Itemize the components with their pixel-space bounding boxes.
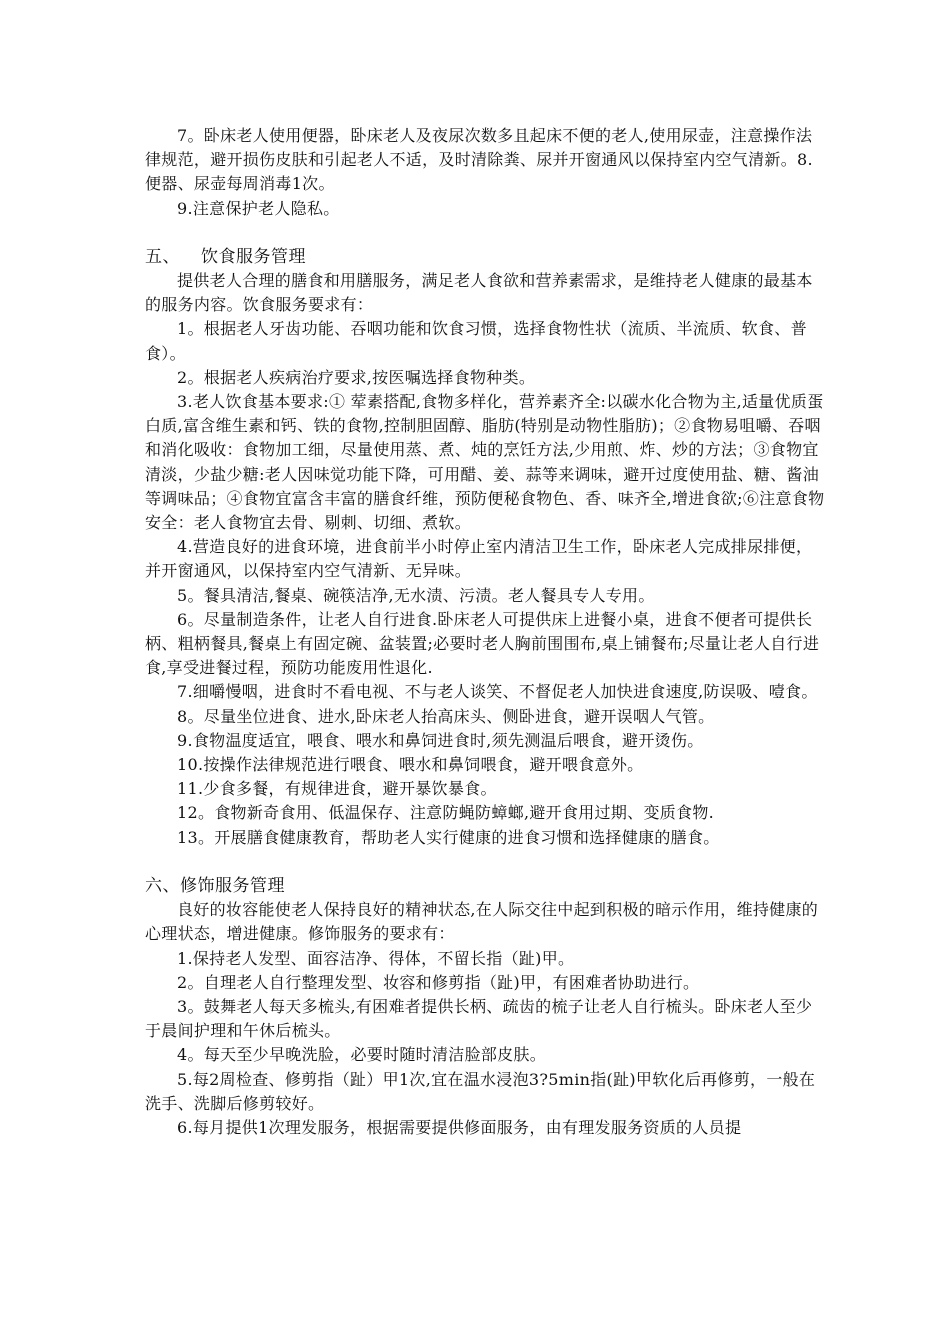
list-item: 12。食物新奇食用、低温保存、注意防蝇防蟑螂,避开食用过期、变质食物. [177, 803, 715, 823]
document-page [145, 124, 825, 1140]
list-item: 4。每天至少早晚洗脸，必要时随时清洁脸部皮肤。 [177, 1045, 547, 1065]
list-item: 4.营造良好的进食环境，进食前半小时停止室内清洁卫生工作，卧床老人完成排尿排便，并开窗通风，以保持室内空气清新、无异味。 [145, 537, 813, 581]
section-gap [145, 850, 825, 874]
list-item: 10.按操作法律规范进行喂食、喂水和鼻饲喂食，避开喂食意外。 [177, 755, 644, 775]
paragraph-prev-item-7: 7。卧床老人使用便器，卧床老人及夜尿次数多且起床不便的老人,使用尿壶，注意操作法律规范，避开损伤皮肤和引起老人不适，及时清除粪、尿并开窗通风以保持室内空气清新。8.便器、尿壶每周消毒1次。 [145, 126, 813, 194]
list-item: 2。自理老人自行整理发型、妆容和修剪指（趾)甲，有困难者协助进行。 [177, 972, 700, 992]
list-item: 2。根据老人疾病治疗要求,按医嘱选择食物种类。 [177, 367, 536, 387]
list-item: 9.食物温度适宜，喂食、喂水和鼻饲进食时,须先测温后喂食，避开烫伤。 [177, 730, 704, 750]
section-heading-6: 六、修饰服务管理 [145, 875, 285, 896]
list-item: 6.每月提供1次理发服务，根据需要提供修面服务，由有理发服务资质的人员提 [177, 1117, 742, 1137]
list-item: 3.老人饮食基本要求:① 荤素搭配,食物多样化，营养素齐全:以碳水化合物为主,适量优质蛋白质,富含维生素和钙、铁的食物,控制胆固醇、脂肪(特别是动物性脂肪)；②食物易咀嚼、吞咽和消化吸收：食物加工细，尽量使用蒸、煮、炖的烹饪方法,少用煎、炸、炒的方法；③食物宜清淡，少盐少糖:老人因味觉功能下降，可用醋、姜、蒜等来调味，避开过度使用盐、糖、酱油等调味品；④食物宜富含丰富的膳食纤维，预防便秘食物色、香、味齐全,增进食欲;⑥注意食物安全：老人食物宜去骨、剔刺、切细、煮软。 [145, 392, 825, 533]
section-gap [145, 221, 825, 245]
list-item: 1。根据老人牙齿功能、吞咽功能和饮食习惯，选择食物性状（流质、半流质、软食、普食）。 [145, 319, 807, 363]
section-number-5: 五、 [145, 246, 180, 267]
list-item: 5。餐具清洁,餐桌、碗筷洁净,无水渍、污渍。老人餐具专人专用。 [177, 585, 655, 605]
section-intro-6: 良好的妆容能使老人保持良好的精神状态,在人际交往中起到积极的暗示作用，维持健康的心理状态，增进健康。修饰服务的要求有： [145, 900, 819, 944]
list-item: 8。尽量坐位进食、进水,卧床老人抬高床头、侧卧进食，避开误咽人气管。 [177, 706, 715, 726]
list-item: 1.保持老人发型、面容洁净、得体，不留长指（趾)甲。 [177, 948, 575, 968]
list-item: 3。鼓舞老人每天多梳头,有困难者提供长柄、疏齿的梳子让老人自行梳头。卧床老人至少于晨间护理和午休后梳头。 [145, 996, 813, 1041]
section-intro-5: 提供老人合理的膳食和用膳服务，满足老人食欲和营养素需求，是维持老人健康的最基本的服务内容。饮食服务要求有： [145, 271, 813, 315]
list-item: 5.每2周检查、修剪指（趾）甲1次,宜在温水浸泡3?5min指(趾)甲软化后再修剪，一般在洗手、洗脚后修剪较好。 [145, 1069, 816, 1113]
section-title-5: 饮食服务管理 [201, 246, 306, 267]
section-heading-5 [145, 245, 825, 269]
paragraph-prev-item-9: 9.注意保护老人隐私。 [177, 198, 340, 218]
list-item: 11.少食多餐，有规律进食，避开暴饮暴食。 [177, 779, 497, 799]
list-item: 7.细嚼慢咽，进食时不看电视、不与老人谈笑、不督促老人加快进食速度,防误吸、噎食。 [177, 682, 818, 702]
list-item: 13。开展膳食健康教育，帮助老人实行健康的进食习惯和选择健康的膳食。 [177, 827, 720, 847]
list-item: 6。尽量制造条件，让老人自行进食.卧床老人可提供床上进餐小桌，进食不便者可提供长柄、粗柄餐具,餐桌上有固定碗、盆装置;必要时老人胸前围围布,桌上铺餐布;尽量让老人自行进食,享受进餐过程，预防功能废用性退化. [145, 609, 820, 678]
